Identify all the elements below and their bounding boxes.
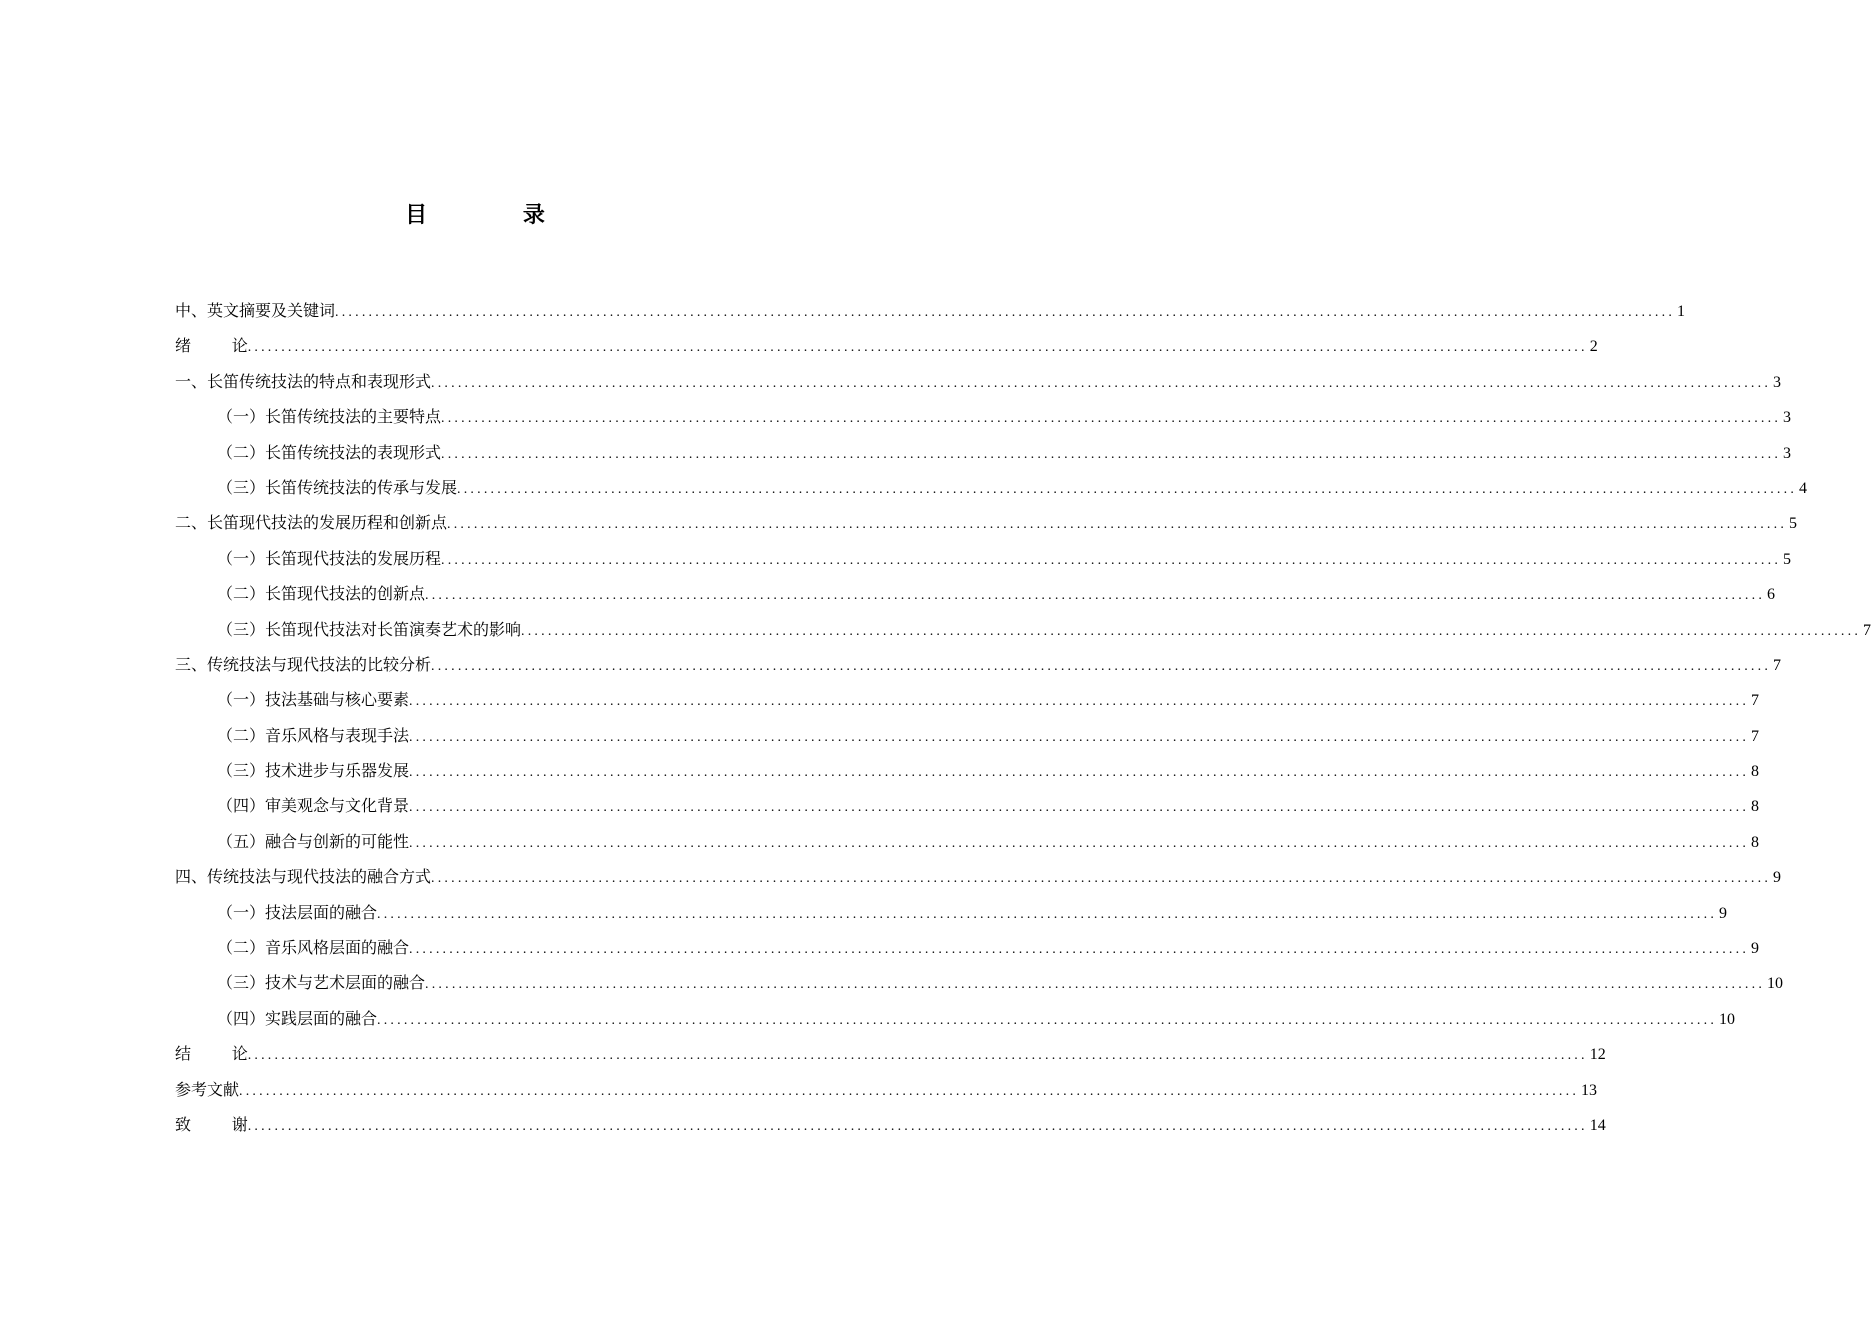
dot-leader: ........................................................................................................................................................................................................ bbox=[447, 517, 1788, 533]
toc-entry[interactable] bbox=[175, 440, 1792, 475]
toc-entry-page-number: 7 bbox=[1773, 656, 1782, 674]
toc-entry[interactable] bbox=[175, 1006, 1736, 1041]
toc-entry-label: （二）音乐风格与表现手法 bbox=[217, 725, 410, 745]
dot-leader: ........................................................................................................................................................................................................ bbox=[441, 411, 1782, 427]
toc-entry-page-number: 10 bbox=[1719, 1010, 1736, 1028]
toc-entry-page-number: 8 bbox=[1751, 763, 1760, 781]
toc-entry[interactable] bbox=[175, 581, 1776, 616]
toc-entry-label: （三）技术与艺术层面的融合 bbox=[217, 973, 426, 993]
toc-entry[interactable] bbox=[175, 900, 1728, 935]
toc-entry-page-number: 3 bbox=[1783, 444, 1792, 462]
toc-entry-label: （三）长笛传统技法的传承与发展 bbox=[217, 477, 458, 497]
toc-entry[interactable] bbox=[175, 369, 1782, 404]
dot-leader: ........................................................................................................................................................................................................ bbox=[247, 1118, 1588, 1134]
toc-entry[interactable] bbox=[175, 652, 1782, 687]
toc-entry[interactable] bbox=[175, 1112, 1606, 1147]
toc-entry[interactable] bbox=[175, 970, 1784, 1005]
toc-entry-page-number: 5 bbox=[1783, 550, 1792, 568]
toc-entry-label: （一）长笛传统技法的主要特点 bbox=[217, 407, 442, 427]
toc-entry-page-number: 7 bbox=[1863, 621, 1871, 639]
table-of-contents bbox=[175, 298, 1871, 1147]
dot-leader: ........................................................................................................................................................................................................ bbox=[239, 1083, 1580, 1099]
toc-entry-page-number: 3 bbox=[1773, 373, 1782, 391]
toc-entry[interactable] bbox=[175, 475, 1808, 510]
dot-leader: ........................................................................................................................................................................................................ bbox=[409, 694, 1750, 710]
toc-entry-label: （四）实践层面的融合 bbox=[217, 1008, 378, 1028]
toc-entry-page-number: 8 bbox=[1751, 833, 1760, 851]
toc-entry-page-number: 9 bbox=[1751, 940, 1760, 958]
toc-entry[interactable] bbox=[175, 935, 1760, 970]
toc-entry-page-number: 1 bbox=[1677, 303, 1686, 320]
toc-entry-label: （三）长笛现代技法对长笛演奏艺术的影响 bbox=[217, 619, 522, 639]
toc-entry-page-number: 14 bbox=[1589, 1116, 1606, 1134]
toc-entry-page-number: 3 bbox=[1783, 409, 1792, 427]
toc-entry[interactable] bbox=[175, 793, 1760, 828]
toc-entry-label: 三、传统技法与现代技法的比较分析 bbox=[175, 654, 432, 674]
dot-leader: ........................................................................................................................................................................................................ bbox=[335, 305, 1676, 320]
toc-entry-page-number: 8 bbox=[1751, 798, 1760, 816]
toc-entry-label: 结 论 bbox=[175, 1044, 248, 1064]
toc-entry-page-number: 9 bbox=[1773, 869, 1782, 887]
toc-entry[interactable] bbox=[175, 864, 1782, 899]
dot-leader: ........................................................................................................................................................................................................ bbox=[247, 340, 1588, 356]
toc-entry-label: 二、长笛现代技法的发展历程和创新点 bbox=[175, 513, 448, 533]
toc-entry-page-number: 2 bbox=[1589, 338, 1598, 356]
toc-entry[interactable] bbox=[175, 617, 1871, 652]
dot-leader: ........................................................................................................................................................................................................ bbox=[409, 835, 1750, 851]
dot-leader: ........................................................................................................................................................................................................ bbox=[409, 942, 1750, 958]
toc-entry[interactable] bbox=[175, 723, 1760, 758]
dot-leader: ........................................................................................................................................................................................................ bbox=[377, 1012, 1718, 1028]
toc-entry-label: 中、英文摘要及关键词 bbox=[175, 301, 336, 320]
dot-leader: ........................................................................................................................................................................................................ bbox=[425, 977, 1766, 993]
toc-entry[interactable] bbox=[175, 758, 1760, 793]
dot-leader: ........................................................................................................................................................................................................ bbox=[431, 658, 1772, 674]
toc-entry[interactable] bbox=[175, 546, 1792, 581]
toc-entry-label: （一）技法基础与核心要素 bbox=[217, 690, 410, 710]
toc-entry[interactable] bbox=[175, 1077, 1598, 1112]
dot-leader: ........................................................................................................................................................................................................ bbox=[431, 375, 1772, 391]
toc-entry-label: （二）长笛传统技法的表现形式 bbox=[217, 442, 442, 462]
toc-entry-page-number: 13 bbox=[1581, 1081, 1598, 1099]
dot-leader: ........................................................................................................................................................................................................ bbox=[521, 623, 1862, 639]
toc-entry-page-number: 4 bbox=[1799, 479, 1808, 497]
dot-leader: ........................................................................................................................................................................................................ bbox=[409, 800, 1750, 816]
dot-leader: ........................................................................................................................................................................................................ bbox=[409, 729, 1750, 745]
toc-entry-label: 参考文献 bbox=[175, 1079, 240, 1099]
toc-entry-page-number: 9 bbox=[1719, 904, 1728, 922]
toc-entry[interactable] bbox=[175, 687, 1760, 722]
toc-entry[interactable] bbox=[175, 510, 1798, 545]
toc-entry-page-number: 7 bbox=[1751, 692, 1760, 710]
toc-entry-page-number: 10 bbox=[1767, 975, 1784, 993]
toc-entry-page-number: 5 bbox=[1789, 515, 1798, 533]
toc-entry-page-number: 6 bbox=[1767, 586, 1776, 604]
toc-entry-page-number: 7 bbox=[1751, 727, 1760, 745]
toc-entry-label: （四）审美观念与文化背景 bbox=[217, 796, 410, 816]
toc-title: 目 录 bbox=[405, 202, 589, 228]
dot-leader: ........................................................................................................................................................................................................ bbox=[441, 446, 1782, 462]
toc-entry-label: 绪 论 bbox=[175, 336, 248, 356]
dot-leader: ........................................................................................................................................................................................................ bbox=[431, 871, 1772, 887]
toc-entry-label: 致 谢 bbox=[175, 1114, 248, 1134]
toc-entry-label: （一）技法层面的融合 bbox=[217, 902, 378, 922]
dot-leader: ........................................................................................................................................................................................................ bbox=[247, 1048, 1588, 1064]
toc-entry[interactable] bbox=[175, 333, 1598, 368]
toc-entry-label: （三）技术进步与乐器发展 bbox=[217, 761, 410, 781]
dot-leader: ........................................................................................................................................................................................................ bbox=[457, 481, 1798, 497]
dot-leader: ........................................................................................................................................................................................................ bbox=[441, 552, 1782, 568]
toc-entry[interactable] bbox=[175, 1041, 1606, 1076]
dot-leader: ........................................................................................................................................................................................................ bbox=[425, 588, 1766, 604]
toc-entry-label: （五）融合与创新的可能性 bbox=[217, 831, 410, 851]
toc-entry-label: （二）音乐风格层面的融合 bbox=[217, 938, 410, 958]
toc-entry[interactable] bbox=[175, 298, 1686, 333]
dot-leader: ........................................................................................................................................................................................................ bbox=[409, 765, 1750, 781]
toc-entry-label: （二）长笛现代技法的创新点 bbox=[217, 584, 426, 604]
toc-entry-label: 一、长笛传统技法的特点和表现形式 bbox=[175, 371, 432, 391]
toc-entry[interactable] bbox=[175, 404, 1792, 439]
toc-entry-label: 四、传统技法与现代技法的融合方式 bbox=[175, 867, 432, 887]
toc-entry[interactable] bbox=[175, 829, 1760, 864]
toc-entry-label: （一）长笛现代技法的发展历程 bbox=[217, 548, 442, 568]
toc-entry-page-number: 12 bbox=[1589, 1046, 1606, 1064]
dot-leader: ........................................................................................................................................................................................................ bbox=[377, 906, 1718, 922]
